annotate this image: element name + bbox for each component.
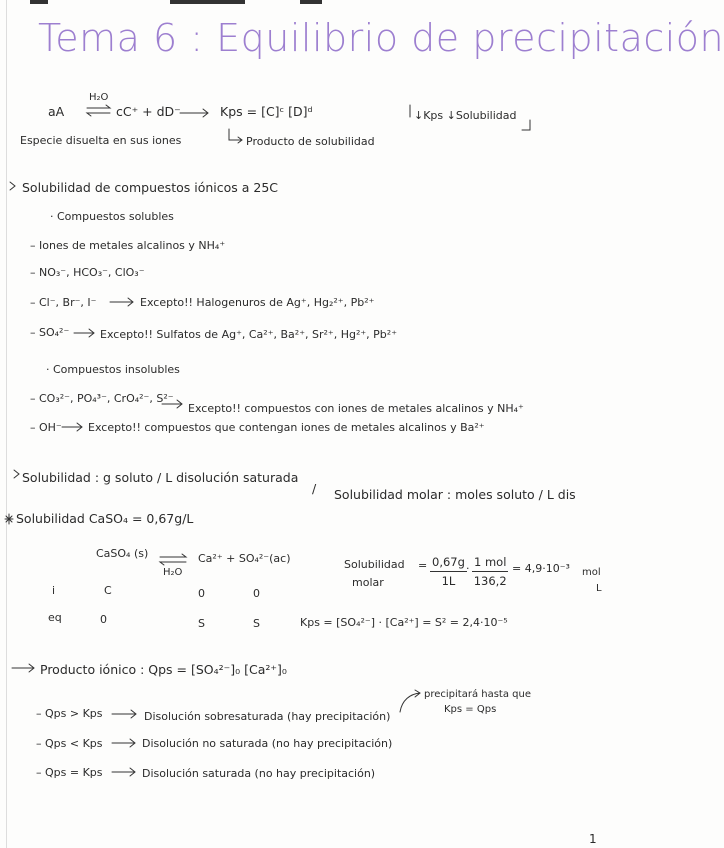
case-1-condition: – Qps > Kps bbox=[36, 707, 103, 720]
note-bracket bbox=[410, 105, 530, 130]
soluble-item-4-exception: Excepto!! Sulfatos de Ag⁺, Ca²⁺, Ba²⁺, Sr²⁺, Hg²⁺, Pb²⁺ bbox=[100, 328, 398, 341]
eq1-right: cC⁺ + dD⁻ bbox=[116, 104, 181, 119]
row-eq-c3: S bbox=[253, 617, 260, 630]
corner-arrow-icon bbox=[229, 129, 242, 143]
soluble-item-3-exception: Excepto!! Halogenuros de Ag⁺, Hg₂²⁺, Pb²⁺ bbox=[140, 296, 375, 309]
arrow-right-icon bbox=[112, 739, 135, 747]
solubility-separator: / bbox=[312, 481, 317, 496]
curved-arrow-icon bbox=[400, 690, 420, 712]
molar-solubility-label-2: molar bbox=[352, 576, 384, 589]
section1-heading: Solubilidad de compuestos iónicos a 25C bbox=[22, 180, 279, 195]
equilibrium-arrow-icon bbox=[87, 105, 110, 116]
example-heading: Solubilidad CaSO₄ = 0,67g/L bbox=[16, 511, 194, 526]
precipitation-note-2: Kps = Qps bbox=[444, 704, 497, 715]
result-unit-numerator: mol bbox=[582, 567, 601, 578]
kps-calculation: Kps = [SO₄²⁻] · [Ca²⁺] = S² = 2,4·10⁻⁵ bbox=[300, 616, 508, 629]
eq1-box: ↓Kps ↓Solubilidad bbox=[414, 109, 517, 122]
arrow-right-icon bbox=[62, 423, 82, 431]
case-1-result: Disolución sobresaturada (hay precipitación) bbox=[144, 710, 391, 723]
insoluble-item-2-exception: Excepto!! compuestos que contengan iones de metales alcalinos y Ba²⁺ bbox=[88, 421, 485, 434]
page-title: Tema 6 : Equilibrio de precipitación bbox=[38, 16, 724, 60]
row-eq-c2: S bbox=[198, 617, 205, 630]
fraction-1-denominator: 1L bbox=[441, 574, 456, 588]
reaction-over: H₂O bbox=[163, 567, 183, 578]
soluble-item-3-ions: – Cl⁻, Br⁻, I⁻ bbox=[30, 296, 97, 309]
arrow-right-icon bbox=[110, 298, 133, 306]
row-eq-c1: 0 bbox=[100, 613, 107, 626]
fraction-2-denominator: 136,2 bbox=[473, 574, 507, 588]
precipitation-note-1: precipitará hasta que bbox=[424, 689, 532, 700]
soluble-item-4-ions: – SO₄²⁻ bbox=[30, 326, 70, 339]
molar-solubility-equals: = bbox=[418, 559, 428, 572]
arrow-right-icon bbox=[112, 768, 135, 776]
multiply-dot: · bbox=[466, 562, 470, 575]
eq1-kps: Kps = [C]ᶜ [D]ᵈ bbox=[220, 104, 313, 119]
eq1-note-right: Producto de solubilidad bbox=[246, 135, 375, 148]
ionic-product-heading: Producto iónico : Qps = [SO₄²⁻]₀ [Ca²⁺]₀ bbox=[40, 662, 287, 677]
eq1-left: aA bbox=[48, 104, 65, 119]
fraction-2-numerator: 1 mol bbox=[472, 555, 508, 572]
row-i-c2: 0 bbox=[198, 587, 205, 600]
case-3-condition: – Qps = Kps bbox=[36, 766, 103, 779]
eq1-over: H₂O bbox=[89, 92, 109, 103]
solubility-definition: Solubilidad : g soluto / L disolución saturada bbox=[22, 470, 299, 485]
soluble-item-2: – NO₃⁻, HCO₃⁻, ClO₃⁻ bbox=[30, 266, 145, 279]
arrow-right-icon bbox=[112, 710, 136, 718]
molar-solubility-definition: Solubilidad molar : moles soluto / L dis bbox=[334, 487, 576, 502]
row-eq-label: eq bbox=[48, 611, 62, 624]
eq1-note-left: Especie disuelta en sus iones bbox=[20, 134, 182, 147]
insoluble-item-1-ions: – CO₃²⁻, PO₄³⁻, CrO₄²⁻, S²⁻ bbox=[30, 392, 174, 405]
reaction-left: CaSO₄ (s) bbox=[96, 547, 149, 560]
case-3-result: Disolución saturada (no hay precipitación) bbox=[142, 767, 376, 780]
solubles-label: · Compuestos solubles bbox=[50, 210, 174, 223]
row-i-c1: C bbox=[104, 584, 112, 597]
bullet-arrow-icon bbox=[14, 470, 19, 478]
fraction-1-numerator: 0,67g bbox=[430, 555, 467, 572]
result-unit-denominator: L bbox=[596, 583, 602, 594]
insoluble-item-2-ions: – OH⁻ bbox=[30, 421, 62, 434]
arrow-right-icon bbox=[74, 329, 94, 337]
bullet-arrow-icon bbox=[10, 182, 15, 190]
insolubles-label: · Compuestos insolubles bbox=[46, 363, 180, 376]
case-2-result: Disolución no saturada (no hay precipitación) bbox=[142, 737, 393, 750]
case-2-condition: – Qps < Kps bbox=[36, 737, 103, 750]
insoluble-item-1-exception: Excepto!! compuestos con iones de metales alcalinos y NH₄⁺ bbox=[188, 402, 524, 415]
row-i-c3: 0 bbox=[253, 587, 260, 600]
equilibrium-arrow-icon bbox=[160, 554, 186, 565]
arrow-right-icon bbox=[12, 664, 34, 672]
molar-solubility-label-1: Solubilidad bbox=[344, 558, 405, 571]
soluble-item-1: – Iones de metales alcalinos y NH₄⁺ bbox=[30, 239, 226, 252]
arrow-right-icon bbox=[162, 400, 182, 408]
reaction-right: Ca²⁺ + SO₄²⁻(ac) bbox=[198, 552, 291, 565]
asterisk-icon bbox=[5, 514, 13, 524]
molar-solubility-result: = 4,9·10⁻³ bbox=[512, 562, 570, 575]
arrow-right-icon bbox=[180, 109, 208, 117]
row-i-label: i bbox=[52, 584, 56, 597]
page-number: 1 bbox=[589, 832, 597, 846]
